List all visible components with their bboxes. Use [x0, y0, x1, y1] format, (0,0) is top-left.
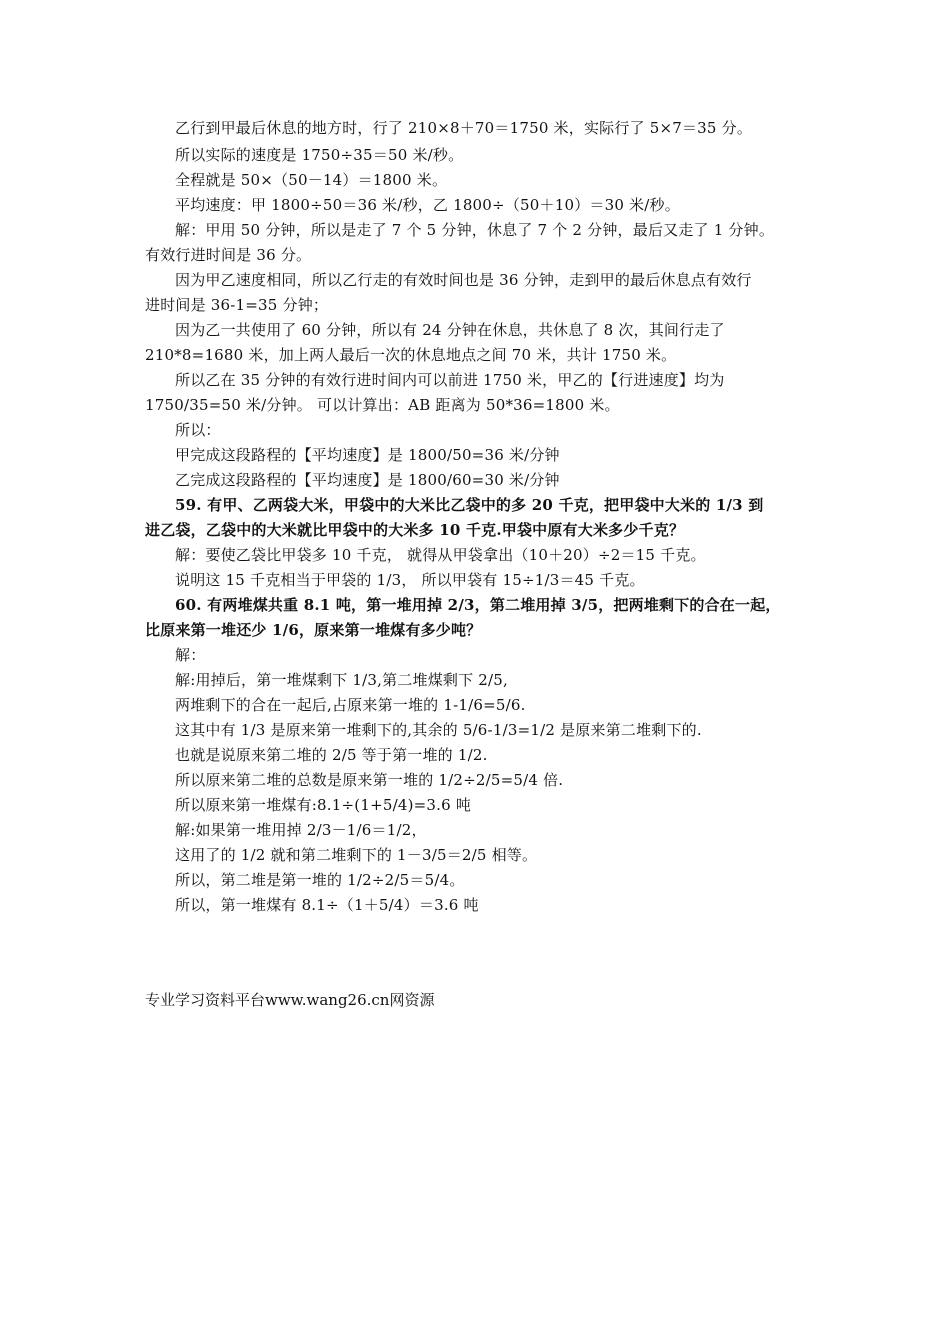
text-line: 解：甲用 50 分钟，所以是走了 7 个 5 分钟，休息了 7 个 2 分钟，最后又走了 1 分钟。: [175, 221, 775, 239]
question-60-line: 60. 有两堆煤共重 8.1 吨，第一堆用掉 2/3，第二堆用掉 3/5，把两堆剩下的合在一起，: [175, 596, 781, 614]
text-line: 平均速度：甲 1800÷50＝36 米/秒，乙 1800÷（50＋10）＝30 米/秒。: [175, 196, 680, 214]
text-line: 210*8=1680 米，加上两人最后一次的休息地点之间 70 米，共计 1750 米。: [145, 346, 677, 364]
text-line: 解:如果第一堆用掉 2/3－1/6＝1/2，: [175, 821, 427, 839]
text-line: 这用了的 1/2 就和第二堆剩下的 1－3/5＝2/5 相等。: [175, 846, 538, 864]
text-line: 所以，第二堆是第一堆的 1/2÷2/5＝5/4。: [175, 871, 465, 889]
footer-watermark-text: 专业学习资料平台www.wang26.cn网资源: [145, 991, 435, 1009]
text-line: 两堆剩下的合在一起后,占原来第一堆的 1-1/6=5/6.: [175, 696, 526, 714]
text-line: 解:用掉后，第一堆煤剩下 1/3,第二堆煤剩下 2/5,: [175, 671, 509, 689]
text-line: 因为甲乙速度相同，所以乙行走的有效时间也是 36 分钟，走到甲的最后休息点有效行: [175, 271, 752, 289]
text-line: 进时间是 36-1=35 分钟；: [145, 296, 329, 314]
text-line: 这其中有 1/3 是原来第一堆剩下的,其余的 5/6-1/3=1/2 是原来第二堆剩下的.: [175, 721, 702, 739]
text-line: 解：要使乙袋比甲袋多 10 千克， 就得从甲袋拿出（10＋20）÷2＝15 千克。: [175, 546, 706, 564]
text-line: 所以，第一堆煤有 8.1÷（1＋5/4）＝3.6 吨: [175, 896, 479, 914]
question-60-line: 比原来第一堆还少 1/6，原来第一堆煤有多少吨？: [145, 621, 482, 639]
text-line: 所以原来第二堆的总数是原来第一堆的 1/2÷2/5=5/4 倍.: [175, 771, 564, 789]
text-line: 解：: [175, 646, 206, 664]
text-line: 所以：: [175, 421, 221, 439]
text-line: 乙完成这段路程的【平均速度】是 1800/60=30 米/分钟: [175, 471, 560, 489]
text-line: 说明这 15 千克相当于甲袋的 1/3， 所以甲袋有 15÷1/3＝45 千克。: [175, 571, 645, 589]
text-line: 全程就是 50×（50－14）＝1800 米。: [175, 171, 448, 189]
text-line: 因为乙一共使用了 60 分钟，所以有 24 分钟在休息，共休息了 8 次，其间行走了: [175, 321, 725, 339]
text-line: 1750/35=50 米/分钟。 可以计算出：AB 距离为 50*36=1800 米。: [145, 396, 620, 414]
text-line: 所以原来第一堆煤有:8.1÷(1+5/4)=3.6 吨: [175, 796, 472, 814]
text-line: 乙行到甲最后休息的地方时，行了 210×8＋70＝1750 米，实际行了 5×7＝35 分。: [175, 119, 753, 137]
text-line: 所以乙在 35 分钟的有效行进时间内可以前进 1750 米，甲乙的【行进速度】均为: [175, 371, 725, 389]
text-line: 所以实际的速度是 1750÷35＝50 米/秒。: [175, 146, 464, 164]
text-line: 甲完成这段路程的【平均速度】是 1800/50=36 米/分钟: [175, 446, 560, 464]
text-line: 也就是说原来第二堆的 2/5 等于第一堆的 1/2.: [175, 746, 488, 764]
question-59-line: 59. 有甲、乙两袋大米，甲袋中的大米比乙袋中的多 20 千克，把甲袋中大米的 1/3 到: [175, 496, 764, 514]
question-59-line: 进乙袋，乙袋中的大米就比甲袋中的大米多 10 千克.甲袋中原有大米多少千克？: [145, 521, 685, 539]
text-line: 有效行进时间是 36 分。: [145, 246, 312, 264]
